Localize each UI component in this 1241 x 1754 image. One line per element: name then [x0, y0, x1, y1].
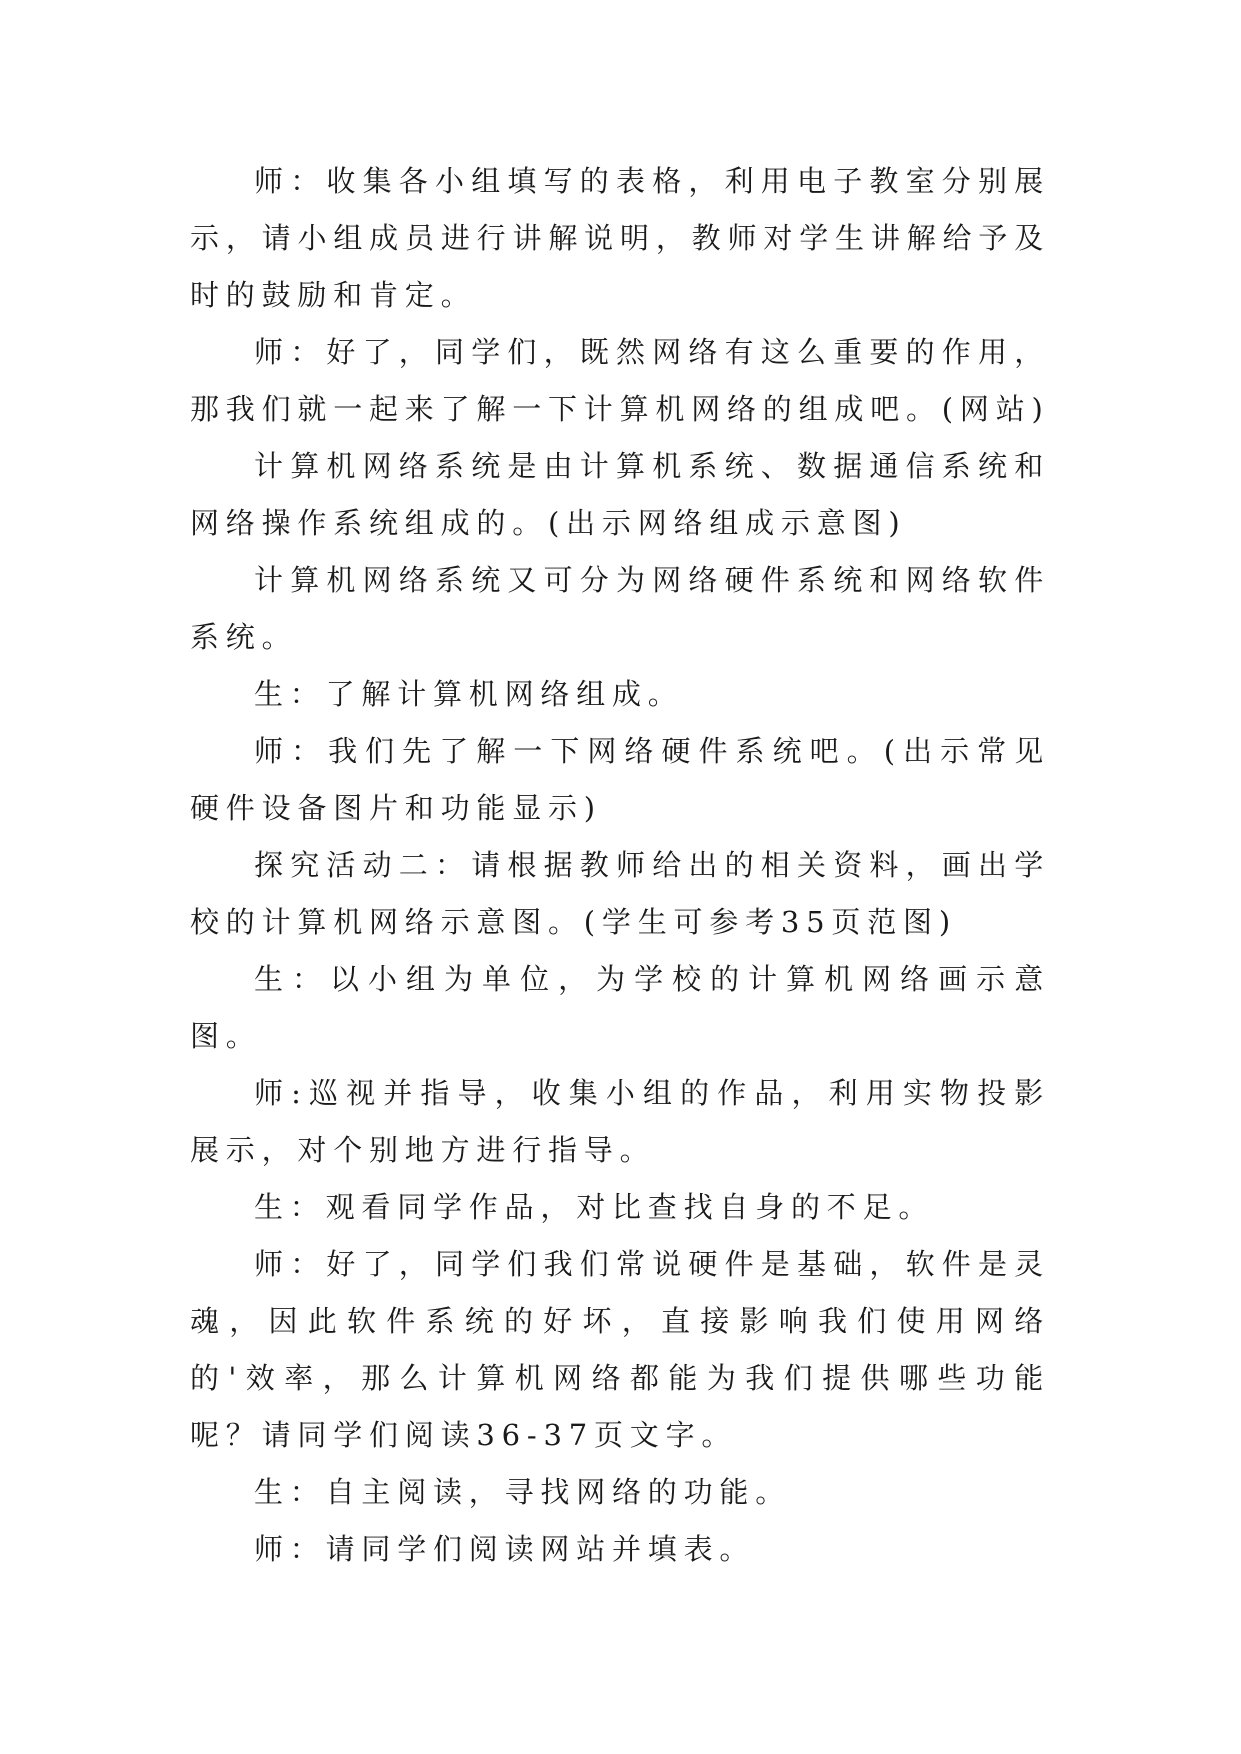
paragraph: 师：请同学们阅读网站并填表。	[254, 1532, 756, 1566]
paragraph: 计算机网络系统又可分为网络硬件系统和网络软件系统。	[190, 563, 1050, 654]
paragraph: 师：好了，同学们我们常说硬件是基础，软件是灵魂，因此软件系统的好坏，直接影响我们使用网络的'效率，那么计算机网络都能为我们提供哪些功能呢？请同学们阅读36-37页文字。	[190, 1247, 1050, 1452]
paragraph: 生：以小组为单位，为学校的计算机网络画示意图。	[190, 962, 1050, 1053]
paragraph: 师:巡视并指导，收集小组的作品，利用实物投影展示，对个别地方进行指导。	[190, 1076, 1050, 1167]
document-body	[190, 153, 1050, 1578]
paragraph: 生：自主阅读，寻找网络的功能。	[254, 1475, 792, 1509]
paragraph: 师：好了，同学们，既然网络有这么重要的作用，那我们就一起来了解一下计算机网络的组成吧。(网站)	[190, 335, 1050, 426]
paragraph: 生：了解计算机网络组成。	[254, 677, 684, 711]
paragraph: 生：观看同学作品，对比查找自身的不足。	[254, 1190, 935, 1224]
paragraph: 师：我们先了解一下网络硬件系统吧。(出示常见硬件设备图片和功能显示)	[190, 734, 1050, 825]
paragraph: 探究活动二：请根据教师给出的相关资料，画出学校的计算机网络示意图。(学生可参考35页范图)	[190, 848, 1050, 939]
paragraph: 师：收集各小组填写的表格，利用电子教室分别展示，请小组成员进行讲解说明，教师对学生讲解给予及时的鼓励和肯定。	[190, 164, 1050, 312]
paragraph: 计算机网络系统是由计算机系统、数据通信系统和网络操作系统组成的。(出示网络组成示意图)	[190, 449, 1050, 540]
